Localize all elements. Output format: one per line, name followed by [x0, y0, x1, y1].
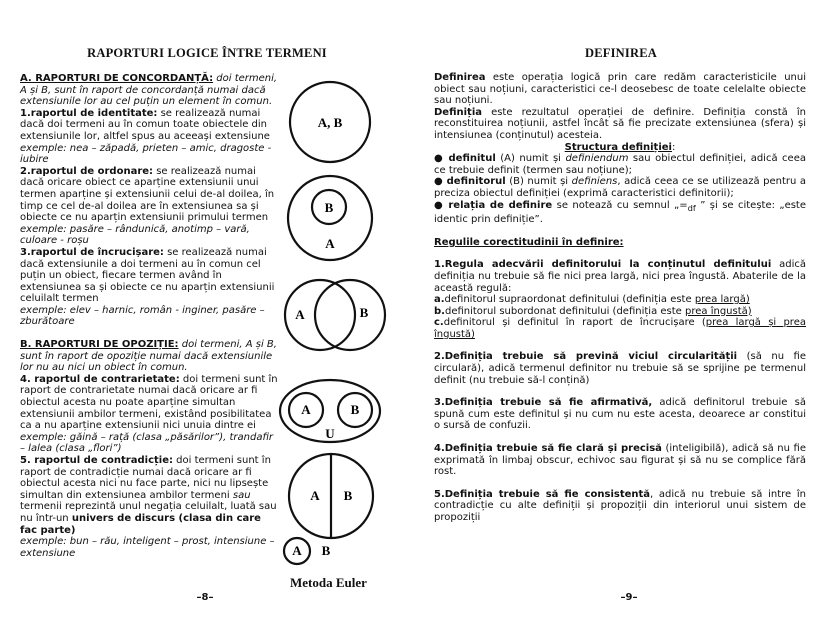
rule-4: 4.Definiția trebuie să fie clară și precisă (inteligibilă), adică să nu fie exprimată în limbaj obscur, echivoc sau figurat și să nu se complice fără rost. — [434, 443, 806, 478]
contrary-left-label: A — [301, 402, 311, 417]
example-identity: exemple: nea – zăpadă, prieten – amic, dragoste - iubire — [20, 142, 272, 166]
item-contradiction: 5. raportul de contradicție: doi termeni sunt în raport de contradicție numai dacă oricare ar fi obiectul acesta nici nu face parte, nici nu lipsește simultan din extensiunea ambilor termeni sau termenii reprezintă unul negația celuilalt, luată sau nu într-un univers de discurs (clasa din care fac parte) — [20, 455, 277, 536]
page-title: RAPORTURI LOGICE ÎNTRE TERMENI — [87, 46, 327, 60]
definition-result-paragraph: Definiția este rezultatul operației de definire. Definiția constă în reconstituirea noțiunii, astfel încât să fie precizate extensiunea (sfera) și intensiunea (conținutul) acesteia. — [434, 106, 806, 141]
bullet-icon: ● — [434, 199, 449, 211]
universe-label: U — [325, 426, 335, 441]
example-contrary: exemple: găină – rață (clasa „păsărilor”), trandafir – lalea (clasa „flori”) — [20, 431, 274, 455]
bullet-icon: ● — [434, 176, 447, 188]
rule-1-item-c: c.definitorul și definitul în raport de încrucișare (prea largă și prea îngustă) — [434, 317, 806, 340]
right-page — [414, 0, 828, 640]
contradiction-left-label: A — [310, 488, 320, 503]
definition-paragraph: Definirea este operația logică prin care redăm caracteristicile unui obiect sau noțiuni, caracteristici ce-l deosebesc de toate celelalte obiecte sau noțiuni. — [434, 72, 806, 107]
cross-right-label: B — [359, 305, 369, 320]
right-text-column — [434, 72, 806, 524]
bullet-relatia: ● relația de definire se notează cu semnul $„=_{df}$ ” și se citește: „este identic prin definiție”. — [434, 199, 806, 226]
item-cross: 3.raportul de încrucișare: se realizează numai dacă extensiunile a doi termeni au în comun cel puțin un obiect, fiecare termen având în extensiunea sa și obiecte ce nu aparțin extensiunii celuilalt termen — [20, 246, 275, 305]
structure-heading: Structura definiției: — [564, 141, 676, 153]
item-identity: 1.raportul de identitate: se realizează numai dacă doi termeni au în comun toate obiectele din extensiunile lor, altfel spus au aceeași extensiune — [20, 107, 270, 142]
rule-1-item-b: b.definitorul subordonat definitului (definiția este prea îngustă) — [434, 305, 752, 317]
euler-caption: Metoda Euler — [290, 575, 367, 590]
identity-label: A, B — [317, 115, 343, 130]
order-inner-label: B — [324, 200, 334, 215]
order-outer-label: A — [325, 236, 335, 251]
small-a-label: A — [292, 543, 302, 558]
bullet-icon: ● — [434, 153, 449, 165]
section-a: A. RAPORTURI DE CONCORDANȚĂ: doi termeni, A și B, sunt în raport de concordanță numai dacă extensiunile lor au cel puțin un element în comun. — [20, 73, 278, 108]
rules-heading: Regulile corectitudinii în definire: — [434, 236, 624, 248]
contrary-right-label: B — [350, 402, 360, 417]
item-contrary: 4. raportul de contrarietate: doi termeni sunt în raport de contrarietate numai dacă oricare ar fi obiectul acesta nu poate aparține simultan extensiunii ambilor termeni, existând posibilitatea ca a nu aparține extensiunii nici unuia dintre ei — [20, 373, 278, 432]
rule-3: 3.Definiția trebuie să fie afirmativă, adică definitorul trebuie să spună cum este definitul și nu cum nu este acesta, deoarece ar constitui o sursă de confuzii. — [434, 397, 806, 432]
rule-1-item-a: a.definitorul supraordonat definitului (definiția este prea largă) — [434, 294, 750, 306]
small-b-label: B — [321, 543, 331, 558]
item-order: 2.raportul de ordonare: se realizează numai dacă oricare obiect ce aparține extensiunii unui termen aparține și extensiunii celui de-al doilea, în timp ce cel de-al doilea are în extensiunea sa și obiecte ce nu aparțin extensiunii primului termen — [20, 165, 275, 224]
bullet-definitorul: ● definitorul (B) numit și definiens, adică ceea ce se utilizează pentru a preciza obiectul definiției (exprimă caracteristici definitorii); — [434, 176, 807, 199]
cross-right-circle — [315, 280, 385, 350]
page-number: –9– — [620, 592, 638, 603]
rule-1: 1.Regula adecvării definitorului la conținutul definitului adică definiția nu trebuie să fie nici prea largă, nici prea îngustă. Abaterile de la această regulă: — [434, 259, 806, 294]
rule-5: 5.Definiția trebuie să fie consistentă, adică nu trebuie să intre în contradicție cu alte definiții și propoziții din interiorul unui sistem de propoziții — [434, 488, 806, 523]
example-cross: exemple: elev – harnic, român - inginer, pasăre – zburătoare — [20, 304, 265, 328]
example-contradiction: exemple: bun – rău, inteligent – prost, intensiune – extensiune — [20, 536, 275, 559]
section-b: B. RAPORTURI DE OPOZIȚIE: doi termeni, A și B, sunt în raport de opoziție numai dacă extensiunile lor nu au nici un obiect în comun. — [20, 339, 277, 374]
cross-left-label: A — [295, 307, 305, 322]
example-order: exemple: pasăre – rândunică, anotimp – vară, culoare - roșu — [20, 223, 250, 247]
page-title: DEFINIREA — [585, 46, 657, 60]
bullet-definitul: ● definitul (A) numit și definiendum sau obiectul definiției, adică ceea ce trebuie definit (termen sau noțiune); — [434, 153, 806, 176]
contradiction-right-label: B — [343, 488, 353, 503]
page-number: –8– — [196, 592, 214, 603]
rule-2: 2.Definiția trebuie să prevină viciul circularității (să nu fie circulară), adică termenul definitor nu trebuie să se sprijine pe termenul definit (nu trebuie să-l conțină) — [434, 351, 806, 386]
